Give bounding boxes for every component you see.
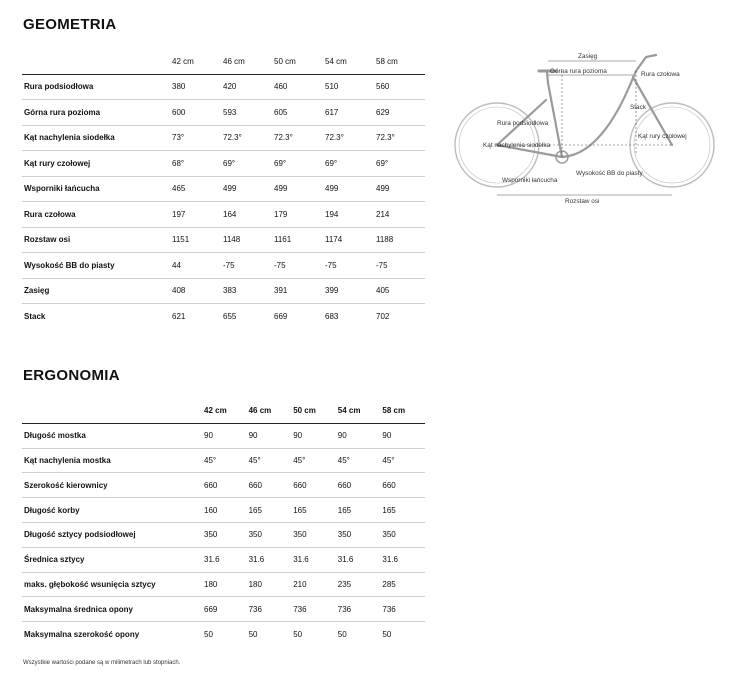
- geometry-row: [22, 74, 425, 100]
- geometry-cell: 600: [170, 100, 221, 126]
- ergonomics-row: [22, 473, 425, 498]
- diagram-label-stack: Stack: [630, 104, 646, 111]
- geometry-cell: 617: [323, 100, 374, 126]
- ergonomics-cell: 31.6: [380, 547, 425, 572]
- seatpost: [547, 72, 548, 83]
- ergonomics-cell: 660: [247, 473, 292, 498]
- geometry-cell: 460: [272, 74, 323, 100]
- ergonomics-row: [22, 622, 425, 646]
- geometry-row: [22, 125, 425, 151]
- ergonomics-cell: 165: [247, 498, 292, 523]
- geometry-cell: 560: [374, 74, 425, 100]
- ergonomics-cell: 50: [380, 622, 425, 646]
- ergonomics-row-label: Maksymalna średnica opony: [22, 597, 202, 622]
- geometry-cell: -75: [374, 253, 425, 279]
- geometry-cell: 194: [323, 202, 374, 228]
- ergonomics-header-empty: [22, 399, 202, 423]
- diagram-label-seat-angle: Kąt nachylenia siodełka: [483, 142, 551, 149]
- geometry-cell: 629: [374, 100, 425, 126]
- geometry-cell: 420: [221, 74, 272, 100]
- geometry-cell: 1188: [374, 227, 425, 253]
- ergonomics-cell: 235: [336, 572, 381, 597]
- geometry-cell: 499: [272, 176, 323, 202]
- ergonomics-cell: 736: [336, 597, 381, 622]
- geometry-cell: 499: [323, 176, 374, 202]
- geometry-cell: 1161: [272, 227, 323, 253]
- geometry-cell: 68°: [170, 151, 221, 177]
- ergonomics-cell: 736: [247, 597, 292, 622]
- geometry-cell: 499: [221, 176, 272, 202]
- geometry-row: [22, 176, 425, 202]
- geometry-cell: 669: [272, 304, 323, 329]
- geometry-cell: 605: [272, 100, 323, 126]
- ergonomics-cell: 45°: [336, 448, 381, 473]
- geometry-cell: 621: [170, 304, 221, 329]
- footnote: Wszystkie wartości podane są w milimetrach lub stopniach.: [23, 660, 181, 666]
- geometry-header-empty: [22, 49, 170, 74]
- geometry-cell: 72.3°: [374, 125, 425, 151]
- ergonomics-row-label: Szerokość kierownicy: [22, 473, 202, 498]
- geometry-row-label: Rura podsiodłowa: [22, 74, 170, 100]
- ergonomics-size-header: 50 cm: [291, 399, 336, 423]
- ergonomics-cell: 660: [380, 473, 425, 498]
- geometry-row-label: Rura czołowa: [22, 202, 170, 228]
- ergonomics-cell: 210: [291, 572, 336, 597]
- geometry-cell: 72.3°: [272, 125, 323, 151]
- geometry-cell: 164: [221, 202, 272, 228]
- ergonomics-header-row: [22, 399, 425, 423]
- ergonomics-row-label: Długość mostka: [22, 423, 202, 448]
- ergonomics-cell: 350: [247, 522, 292, 547]
- geometry-cell: -75: [272, 253, 323, 279]
- ergonomics-cell: 31.6: [202, 547, 247, 572]
- ergonomics-row: [22, 498, 425, 523]
- ergonomics-cell: 736: [380, 597, 425, 622]
- bike-geometry-diagram: [450, 45, 725, 210]
- handlebar: [636, 55, 656, 71]
- ergonomics-row: [22, 448, 425, 473]
- geometry-size-header: 46 cm: [221, 49, 272, 74]
- ergonomics-size-header: 46 cm: [247, 399, 292, 423]
- ergonomics-cell: 660: [336, 473, 381, 498]
- ergonomics-cell: 165: [291, 498, 336, 523]
- ergonomics-row-label: Średnica sztycy: [22, 547, 202, 572]
- ergonomics-row: [22, 597, 425, 622]
- diagram-label-wheelbase: Rozstaw osi: [565, 198, 600, 205]
- geometry-cell: -75: [221, 253, 272, 279]
- ergonomics-cell: 50: [291, 622, 336, 646]
- geometry-row-label: Rozstaw osi: [22, 227, 170, 253]
- geometry-cell: 499: [374, 176, 425, 202]
- geometry-cell: 465: [170, 176, 221, 202]
- ergonomics-cell: 660: [202, 473, 247, 498]
- geometry-row: [22, 202, 425, 228]
- geometry-row-label: Wysokość BB do piasty: [22, 253, 170, 279]
- ergonomics-row-label: Maksymalna szerokość opony: [22, 622, 202, 646]
- geometry-cell: 655: [221, 304, 272, 329]
- geometry-row-label: Stack: [22, 304, 170, 329]
- geometry-header-row: [22, 49, 425, 74]
- geometry-cell: 69°: [323, 151, 374, 177]
- ergonomics-cell: 180: [202, 572, 247, 597]
- ergonomics-size-header: 58 cm: [380, 399, 425, 423]
- geometry-cell: 69°: [272, 151, 323, 177]
- ergonomics-cell: 45°: [202, 448, 247, 473]
- ergonomics-cell: 90: [336, 423, 381, 448]
- diagram-label-seat-tube: Rura podsiodłowa: [497, 120, 549, 127]
- geometry-row: [22, 227, 425, 253]
- ergonomics-cell: 350: [380, 522, 425, 547]
- diagram-label-top-tube: Górna rura pozioma: [550, 68, 607, 75]
- geometry-row-label: Wsporniki łańcucha: [22, 176, 170, 202]
- diagram-label-head-tube: Rura czołowa: [641, 71, 680, 78]
- ergonomics-cell: 31.6: [247, 547, 292, 572]
- geometry-cell: 69°: [221, 151, 272, 177]
- geometry-cell: -75: [323, 253, 374, 279]
- ergonomics-cell: 180: [247, 572, 292, 597]
- geometry-size-header: 58 cm: [374, 49, 425, 74]
- ergonomics-cell: 350: [336, 522, 381, 547]
- geometry-row-label: Kąt nachylenia siodełka: [22, 125, 170, 151]
- geometry-cell: 1148: [221, 227, 272, 253]
- ergonomics-cell: 45°: [380, 448, 425, 473]
- ergonomics-title: ERGONOMIA: [23, 367, 120, 384]
- ergonomics-cell: 90: [202, 423, 247, 448]
- geometry-row-label: Zasięg: [22, 278, 170, 304]
- geometry-cell: 72.3°: [323, 125, 374, 151]
- geometry-cell: 1151: [170, 227, 221, 253]
- geometry-cell: 408: [170, 278, 221, 304]
- ergonomics-table: [22, 399, 425, 646]
- geometry-cell: 214: [374, 202, 425, 228]
- ergonomics-size-header: 54 cm: [336, 399, 381, 423]
- diagram-label-head-angle: Kąt rury czołowej: [638, 133, 687, 140]
- diagram-label-reach: Zasięg: [578, 53, 598, 60]
- geometry-size-header: 42 cm: [170, 49, 221, 74]
- ergonomics-cell: 90: [291, 423, 336, 448]
- ergonomics-cell: 736: [291, 597, 336, 622]
- down-tube: [562, 85, 630, 157]
- ergonomics-cell: 50: [336, 622, 381, 646]
- geometry-cell: 197: [170, 202, 221, 228]
- geometry-cell: 72.3°: [221, 125, 272, 151]
- ergonomics-row: [22, 423, 425, 448]
- ergonomics-row-label: Długość korby: [22, 498, 202, 523]
- ergonomics-cell: 350: [291, 522, 336, 547]
- ergonomics-row-label: maks. głębokość wsunięcia sztycy: [22, 572, 202, 597]
- ergonomics-cell: 50: [202, 622, 247, 646]
- geometry-cell: 405: [374, 278, 425, 304]
- ergonomics-cell: 31.6: [336, 547, 381, 572]
- ergonomics-cell: 285: [380, 572, 425, 597]
- geometry-table: [22, 49, 425, 329]
- geometry-cell: 593: [221, 100, 272, 126]
- geometry-cell: 510: [323, 74, 374, 100]
- geometry-row: [22, 304, 425, 329]
- geometry-row: [22, 278, 425, 304]
- geometry-cell: 383: [221, 278, 272, 304]
- geometry-size-header: 50 cm: [272, 49, 323, 74]
- ergonomics-size-header: 42 cm: [202, 399, 247, 423]
- ergonomics-cell: 50: [247, 622, 292, 646]
- geometry-row: [22, 151, 425, 177]
- ergonomics-cell: 45°: [291, 448, 336, 473]
- ergonomics-cell: 90: [380, 423, 425, 448]
- ergonomics-cell: 660: [291, 473, 336, 498]
- diagram-label-chainstay: Wsporniki łańcucha: [502, 177, 558, 184]
- ergonomics-cell: 165: [380, 498, 425, 523]
- ergonomics-cell: 669: [202, 597, 247, 622]
- ergonomics-cell: 350: [202, 522, 247, 547]
- geometry-row-label: Górna rura pozioma: [22, 100, 170, 126]
- geometry-cell: 69°: [374, 151, 425, 177]
- ergonomics-cell: 165: [336, 498, 381, 523]
- geometry-row: [22, 100, 425, 126]
- geometry-cell: 73°: [170, 125, 221, 151]
- diagram-label-bb-drop: Wysokość BB do piasty: [576, 170, 643, 177]
- ergonomics-row: [22, 522, 425, 547]
- geometry-title: GEOMETRIA: [23, 16, 117, 33]
- geometry-row: [22, 253, 425, 279]
- ergonomics-row: [22, 572, 425, 597]
- ergonomics-cell: 160: [202, 498, 247, 523]
- geometry-cell: 179: [272, 202, 323, 228]
- ergonomics-row: [22, 547, 425, 572]
- geometry-cell: 683: [323, 304, 374, 329]
- ergonomics-cell: 31.6: [291, 547, 336, 572]
- geometry-cell: 702: [374, 304, 425, 329]
- ergonomics-cell: 90: [247, 423, 292, 448]
- geometry-cell: 1174: [323, 227, 374, 253]
- geometry-cell: 399: [323, 278, 374, 304]
- ergonomics-row-label: Długość sztycy podsiodłowej: [22, 522, 202, 547]
- geometry-cell: 380: [170, 74, 221, 100]
- geometry-size-header: 54 cm: [323, 49, 374, 74]
- geometry-row-label: Kąt rury czołowej: [22, 151, 170, 177]
- geometry-cell: 391: [272, 278, 323, 304]
- ergonomics-row-label: Kąt nachylenia mostka: [22, 448, 202, 473]
- ergonomics-cell: 45°: [247, 448, 292, 473]
- geometry-cell: 44: [170, 253, 221, 279]
